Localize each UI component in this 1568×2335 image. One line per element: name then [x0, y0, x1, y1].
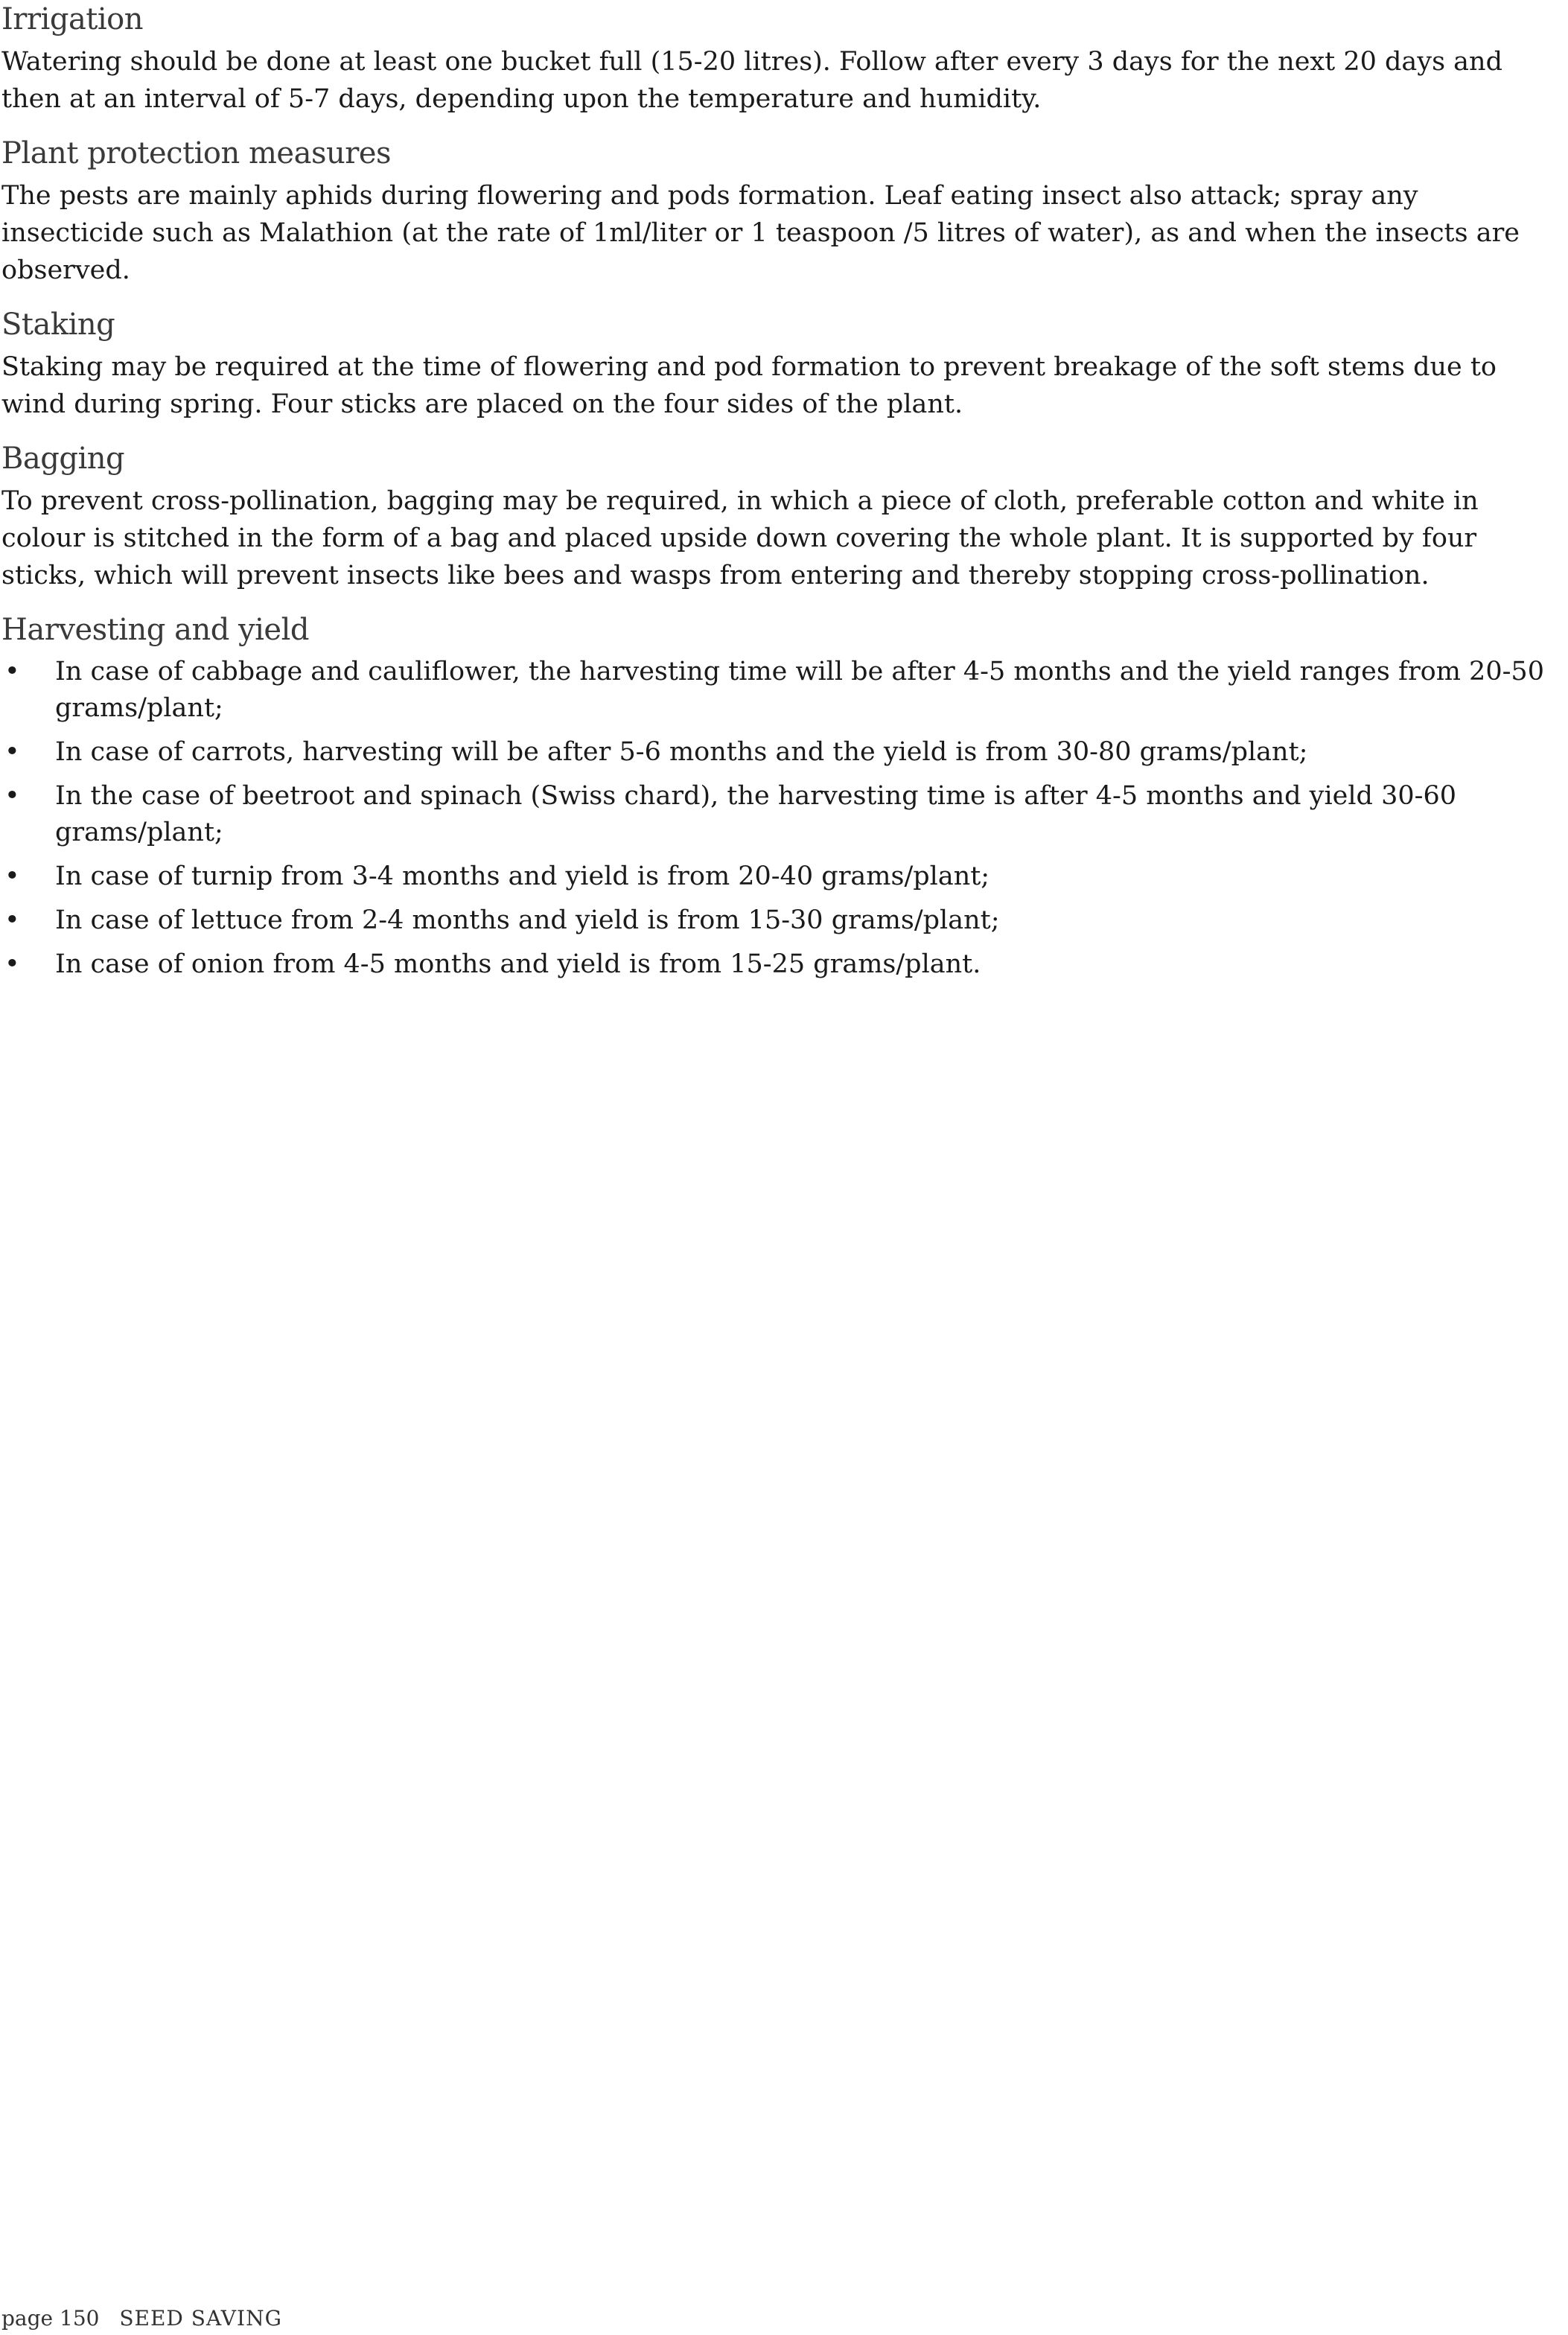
list-item-text: In the case of beetroot and spinach (Swiss chard), the harvesting time is after 4-5 months and yield 30-60 grams/plant;	[55, 781, 1456, 847]
running-title: SEED SAVING	[119, 2306, 282, 2331]
list-item-text: In case of carrots, harvesting will be after 5-6 months and the yield is from 30-80 grams/plant;	[55, 737, 1308, 767]
section-paragraph: The pests are mainly aphids during flowering and pods formation. Leaf eating insect also attack; spray any insecticide such as Malathion (at the rate of 1ml/liter or 1 teaspoon /5 litres of water), as and when the insects are observed.	[1, 181, 1520, 285]
list-item-text: In case of turnip from 3-4 months and yield is from 20-40 grams/plant;	[55, 861, 990, 891]
list-item	[1, 778, 1567, 851]
section-harvesting-and-yield	[1, 611, 1567, 983]
section-irrigation	[1, 0, 1567, 118]
list-item	[1, 654, 1567, 727]
bullet-icon: •	[4, 905, 20, 935]
section-heading: Staking	[1, 308, 115, 342]
document-page	[0, 0, 1568, 990]
section-bagging	[1, 439, 1567, 594]
section-heading: Harvesting and yield	[1, 613, 309, 647]
section-heading: Plant protection measures	[1, 136, 392, 171]
list-item	[1, 946, 1567, 983]
section-heading: Irrigation	[1, 2, 143, 36]
section-paragraph: Watering should be done at least one bucket full (15-20 litres). Follow after every 3 days for the next 20 days and then at an interval of 5-7 days, depending upon the temperature and humidity.	[1, 47, 1502, 114]
bullet-icon: •	[4, 781, 20, 811]
list-item-text: In case of onion from 4-5 months and yield is from 15-25 grams/plant.	[55, 949, 981, 979]
list-item-text: In case of lettuce from 2-4 months and yield is from 15-30 grams/plant;	[55, 905, 1000, 935]
yield-bullet-list	[1, 654, 1567, 983]
bullet-icon: •	[4, 861, 20, 891]
section-staking	[1, 305, 1567, 423]
section-paragraph: To prevent cross-pollination, bagging may be required, in which a piece of cloth, preferable cotton and white in colour is stitched in the form of a bag and placed upside down covering the whole plant. It is supported by four sticks, which will prevent insects like bees and wasps from entering and thereby stopping cross-pollination.	[1, 486, 1479, 590]
bullet-icon: •	[4, 949, 20, 979]
page-footer	[1, 2305, 282, 2332]
list-item	[1, 858, 1567, 895]
list-item	[1, 734, 1567, 771]
bullet-icon: •	[4, 737, 20, 767]
section-paragraph: Staking may be required at the time of flowering and pod formation to prevent breakage of the soft stems due to wind during spring. Four sticks are placed on the four sides of the plant.	[1, 352, 1497, 419]
list-item-text: In case of cabbage and cauliflower, the harvesting time will be after 4-5 months and the yield ranges from 20-50 grams/plant;	[55, 657, 1544, 723]
section-heading: Bagging	[1, 442, 125, 476]
page-number: page 150	[1, 2306, 100, 2331]
section-plant-protection	[1, 134, 1567, 289]
bullet-icon: •	[4, 657, 20, 687]
list-item	[1, 902, 1567, 939]
